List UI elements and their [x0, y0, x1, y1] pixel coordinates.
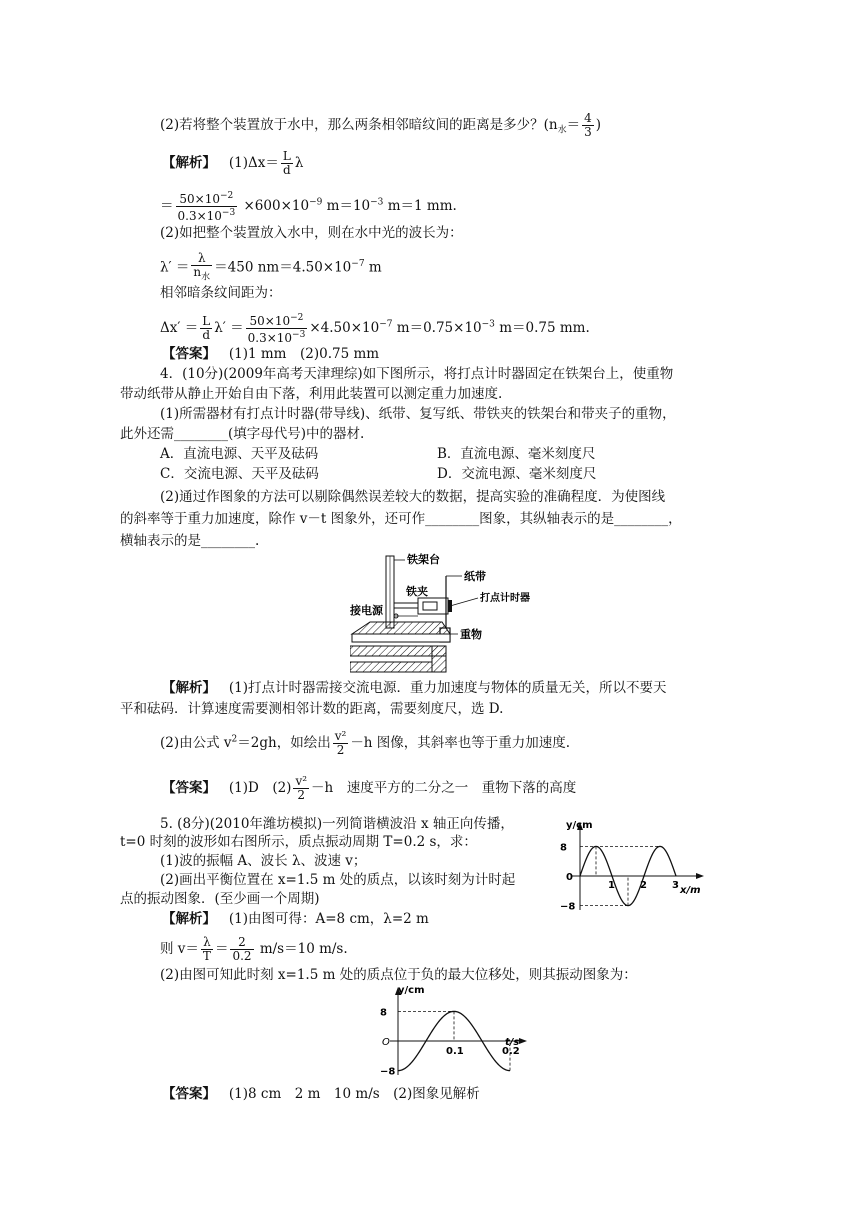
wave-ylabel: y/cm: [566, 820, 593, 831]
label-clamp: 铁夹: [406, 585, 428, 598]
vib-x-arrow: [519, 1038, 527, 1044]
q4-solution-line3: (2)由公式 $v^2=2gh$，如绘出 $\frac{\text{v²}}{2}$ －h 图像，其斜率也等于重力加速度.: [160, 729, 571, 757]
vib-y-tick-top: 8: [380, 1007, 387, 1019]
q5-line1: 5. (8分)(2010年潍坊模拟)一列简谐横波沿 x 轴正向传播，: [160, 816, 514, 832]
q4-part2-b: 的斜率等于重力加速度，除作 v－t 图象外，还可作________图象，其纵轴表示的是________，: [120, 511, 682, 527]
q5-solution-line2: 则 v＝ $\frac{\lambda}{T}$ ＝ $\frac{2}{0.2}$ m/s＝10 m/s.: [160, 935, 348, 963]
q4-answer: 【答案】 (1)D (2) $\frac{\text{v²}}{2}$ －h 速度平方的二分之一 重物下落的高度: [162, 774, 577, 802]
label-tape: 纸带: [464, 570, 486, 583]
q4-solution-line1: 【解析】 (1)打点计时器需接交流电源．重力加速度与物体的质量无关，所以不要天: [162, 680, 667, 696]
q5-line2: t=0 时刻的波形如右图所示，质点振动周期 T=0.2 s，求：: [120, 834, 477, 850]
q4-option-c: C．交流电源、天平及砝码: [160, 466, 319, 482]
q5-answer: 【答案】 (1)8 cm 2 m 10 m/s (2)图象见解析: [162, 1086, 480, 1102]
wave-y-tick-top: 8: [560, 842, 567, 854]
vib-x-tick: 0.2: [502, 1046, 520, 1057]
q3-solution-line2: ＝ $\frac{50\times 10^{-2}}{0.3\times 10^{-3}}$ $\times 600\times 10^{-9}$ $m=10^{-3}$ m＝1 mm.: [160, 191, 457, 223]
vib-x-tick: 0.1: [446, 1046, 464, 1057]
label-power: 接电源: [350, 604, 383, 617]
label-timer: 打点计时器: [480, 593, 530, 604]
wave-x-tick: 2: [640, 880, 647, 891]
vib-xlabel: t/s: [505, 1037, 520, 1048]
q4-option-b: B．直流电源、毫米刻度尺: [437, 446, 596, 462]
vibration-chart: [368, 983, 538, 1078]
label-stand: 铁架台: [407, 553, 440, 566]
vib-y-tick-bottom: −8: [380, 1066, 396, 1078]
q3-solution-line3: (2)如把整个装置放入水中，则在水中光的波长为：: [160, 225, 463, 241]
q3-solution-line1: 【解析】 (1)Δx＝ $\frac{L}{d}$ λ: [162, 149, 304, 177]
q4-solution-line2: 平和砝码．计算速度需要测相邻计数的距离，需要刻度尺，选 D.: [120, 701, 504, 717]
q5-line3: (1)波的振幅 A、波长 λ、波速 v；: [160, 853, 367, 869]
q4-part2-c: 横轴表示的是________.: [120, 533, 260, 549]
vib-origin-label: O: [382, 1037, 390, 1048]
q4-heading-1: 4．(10分)(2009年高考天津理综)如下图所示，将打点计时器固定在铁架台上，使重物: [160, 366, 674, 382]
q3-solution-line5: 相邻暗条纹间距为：: [160, 285, 282, 301]
wave-xlabel: x/m: [680, 885, 701, 896]
q4-heading-2: 带动纸带从静止开始自由下落，利用此装置可以测定重力加速度.: [120, 386, 503, 402]
q4-part1-b: 此外还需________(填字母代号)中的器材.: [120, 426, 365, 442]
q3-part2-line: (2)若将整个装置放于水中，那么两条相邻暗纹间的距离是多少？($n_水=$ $\frac{4}{3}$ ): [160, 111, 602, 139]
q4-apparatus-figure: [350, 550, 550, 675]
wave-x-tick: 3: [672, 880, 679, 891]
q5-line5: 点的振动图象．(至少画一个周期): [120, 891, 320, 907]
q4-option-a: A．直流电源、天平及砝码: [160, 446, 319, 462]
q4-option-d: D．交流电源、毫米刻度尺: [437, 466, 597, 482]
vib-ylabel: y/cm: [398, 985, 425, 996]
q3-solution-line6: Δx′ ＝ $\frac{L}{d}$ λ′ ＝ $\frac{50\times 10^{-2}}{0.3\times 10^{-3}}$ $\times 4.50\times 10^{-7}$ $m=0.75\times 10^{-3}$ m＝0.75 mm.: [160, 313, 590, 345]
q3-answer: 【答案】 (1)1 mm (2)0.75 mm: [162, 346, 380, 362]
q5-solution-line3: (2)由图可知此时刻 x=1.5 m 处的质点位于负的最大位移处，则其振动图象为：: [160, 967, 637, 983]
wave-x-arrow: [696, 873, 704, 879]
q3-solution-line4: λ′ ＝ $\frac{\lambda}{n_水}$ ＝450 $nm=4.50\times 10^{-7}$ m: [160, 251, 382, 283]
wave-y-tick-bottom: −8: [560, 901, 576, 913]
wave-y-tick-zero: 0: [566, 872, 573, 883]
wave-x-tick: 1: [608, 880, 615, 891]
q4-part1-a: (1)所需器材有打点计时器(带导线)、纸带、复写纸、带铁夹的铁架台和带夹子的重物，: [160, 406, 676, 422]
q5-line4: (2)画出平衡位置在 x=1.5 m 处的质点，以该时刻为计时起: [160, 872, 516, 888]
label-weight: 重物: [460, 628, 482, 641]
q4-part2-a: (2)通过作图象的方法可以剔除偶然误差较大的数据，提高实验的准确程度．为使图线: [160, 489, 666, 505]
wave-chart: [550, 818, 710, 913]
q5-solution-line1: 【解析】 (1)由图可得：A=8 cm，λ=2 m: [162, 911, 429, 927]
